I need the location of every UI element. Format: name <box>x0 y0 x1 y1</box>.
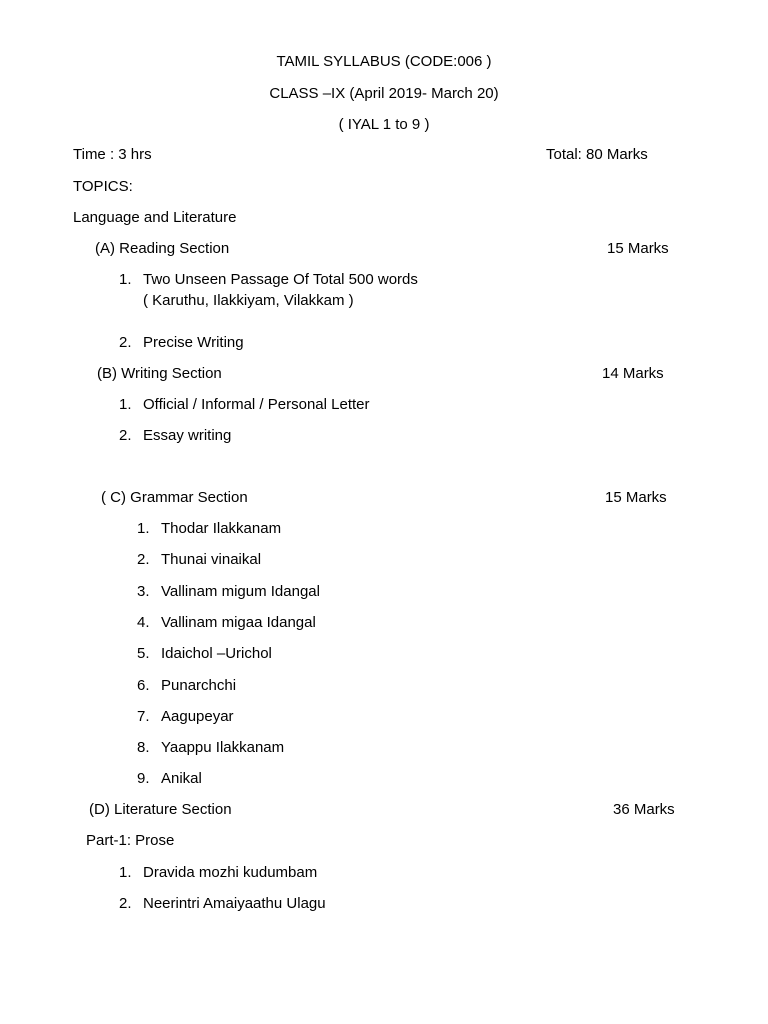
section-literature-title: (D) Literature Section <box>89 801 232 818</box>
part-label: Part-1: Prose <box>86 832 175 849</box>
list-item: 1. Thodar Ilakkanam <box>137 520 282 537</box>
list-item: 9. Anikal <box>137 770 202 787</box>
class-line: CLASS –IX (April 2019- March 20) <box>269 85 499 102</box>
list-item: 1. Official / Informal / Personal Letter <box>119 396 370 413</box>
section-writing-title: (B) Writing Section <box>97 365 222 382</box>
iyal-line: ( IYAL 1 to 9 ) <box>338 116 430 133</box>
area-label: Language and Literature <box>73 209 237 226</box>
section-writing-marks: 14 Marks <box>602 365 664 382</box>
list-item: 4. Vallinam migaa Idangal <box>137 614 316 631</box>
list-item: 2. Essay writing <box>119 427 232 444</box>
section-reading-title: (A) Reading Section <box>95 240 230 257</box>
list-item: 2. Neerintri Amaiyaathu Ulagu <box>119 895 326 912</box>
section-literature-marks: 36 Marks <box>613 801 675 818</box>
list-item: 2. Thunai vinaikal <box>137 551 262 568</box>
list-item: 8. Yaappu Ilakkanam <box>137 739 285 756</box>
list-item: 5. Idaichol –Urichol <box>137 645 272 662</box>
section-grammar-title: ( C) Grammar Section <box>101 489 248 506</box>
time-label: Time : 3 hrs <box>73 146 152 163</box>
topics-label: TOPICS: <box>73 178 133 195</box>
document-title: TAMIL SYLLABUS (CODE:006 ) <box>276 53 492 70</box>
list-item: 7. Aagupeyar <box>137 708 234 725</box>
list-item: 3. Vallinam migum Idangal <box>137 583 320 600</box>
total-marks: Total: 80 Marks <box>546 146 648 163</box>
list-item: 1. Two Unseen Passage Of Total 500 words <box>119 271 418 288</box>
list-item-sub: ( Karuthu, Ilakkiyam, Vilakkam ) <box>143 292 354 309</box>
list-item: 6. Punarchchi <box>137 677 237 694</box>
list-item: 1. Dravida mozhi kudumbam <box>119 864 318 881</box>
section-grammar-marks: 15 Marks <box>605 489 667 506</box>
list-item: 2. Precise Writing <box>119 334 244 351</box>
section-reading-marks: 15 Marks <box>607 240 669 257</box>
